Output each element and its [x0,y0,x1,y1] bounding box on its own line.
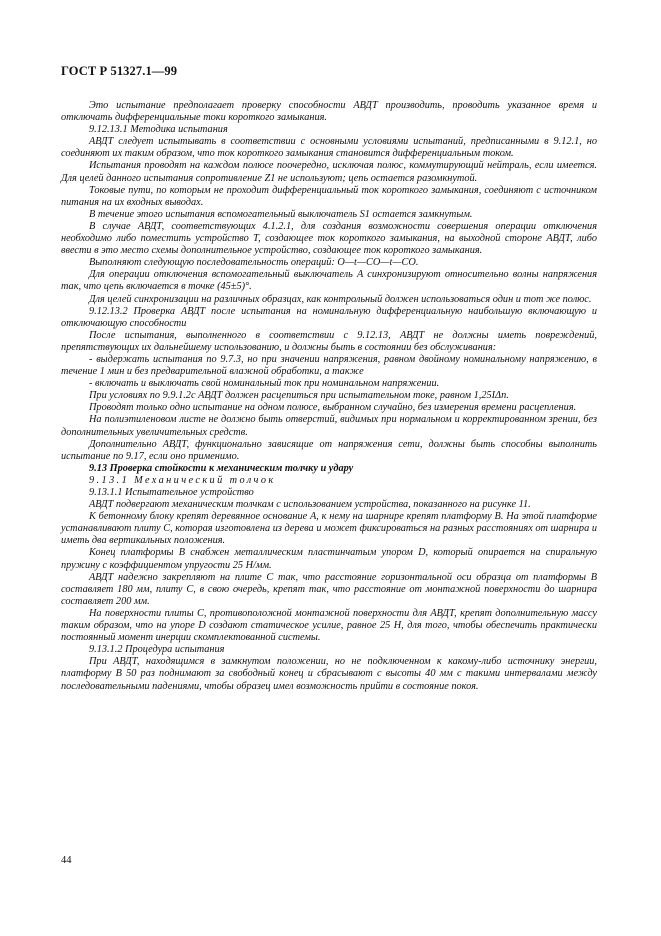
paragraph: Проводят только одно испытание на одном полюсе, выбранном случайно, без измерения времени расцепления. [89,402,577,414]
paragraph: АВДТ надежно закрепляют на плите C так, что расстояние горизонтальной оси образца от платформы B составляет 180 мм, плиту C, в свою очередь, крепят так, что расстояние от монтажной поверхности до шарнира составляет 200 мм. [61,571,597,607]
paragraph: Токовые пути, по которым не проходит дифференциальный ток короткого замыкания, соединяют с источником питания на их входных выводах. [61,184,597,208]
paragraph: При АВДТ, находящимся в замкнутом положении, но не подключенном к какому-либо источнику энергии, платформу B 50 раз поднимают за свободный конец и сбрасывают с высоты 40 мм с такими интервалами между последовательными падениями, чтобы образец имел возможность прийти в состояние покоя. [61,656,597,692]
paragraph: На поверхности плиты C, противоположной монтажной поверхности для АВДТ, крепят дополнительную массу таким образом, что на упоре D создают статическое усилие, равное 25 Н, для того, чтобы обеспечить практически постоянный момент инерции скомплектованной системы. [61,607,597,644]
paragraph: 9.13.1.1 Испытательное устройство [89,487,254,498]
paragraph: 9.12.13.2 Проверка АВДТ после испытания на номинальную дифференциальную наибольшую включающую и отключающую способности [61,305,597,329]
paragraph: Для операции отключения вспомогательный выключатель A синхронизируют относительно волны напряжения так, что цепь включается в точке (45±5)°. [61,269,597,293]
paragraph: В случае АВДТ, соответствующих 4.1.2.1, для создания возможности совершения операции отключения необходимо либо поместить устройство T, создающее ток короткого замыкания, на выходной стороне АВДТ, либо ввести в это место схемы дополнительное устройство, создающее ток короткого замыкания. [61,220,597,257]
paragraph: После испытания, выполненного в соответствии с 9.12.13, АВДТ не должны иметь повреждений, препятствующих их дальнейшему использованию, и должны быть в состоянии без обслуживания: [61,329,597,353]
paragraph: Это испытание предполагает проверку способности АВДТ производить, проводить указанное время и отключать дифференциальные токи короткого замыкания. [61,100,597,124]
paragraph: Выполняют следующую последовательность операций: O—t—CO—t—CO. [89,257,419,269]
page-number: 44 [61,855,72,866]
paragraph: Конец платформы B снабжен металлическим пластинчатым упором D, который опирается на спиральную пружину с коэффициентом упругости 25 Н/мм. [61,547,597,571]
paragraph: - выдержать испытания по 9.7.3, но при значении напряжения, равном двойному номинальному напряжению, в течение 1 мин и без предварительной влажной обработки, а также [61,353,597,378]
document-header: ГОСТ Р 51327.1—99 [61,64,178,78]
paragraph: АВДТ подвергают механическим толчкам с использованием устройства, показанного на рисунке 11. [89,499,531,511]
paragraph: 9.12.13.1 Методика испытания [89,124,228,136]
paragraph: 9.13 Проверка стойкости к механическим толчку и удару [89,462,354,474]
document-body [61,100,597,693]
paragraph: АВДТ следует испытывать в соответствии с основными условиями испытаний, предписанными в 9.12.1, но соединяют их таким образом, что ток короткого замыкания становится дифференциальным током. [61,136,597,160]
paragraph: К бетонному блоку крепят деревянное основание A, к нему на шарнире крепят платформу B. На этой платформе устанавливают плиту C, которая изготовлена из дерева и может фиксироваться на разных расстояниях от шарнира и иметь два вертикальных положения. [61,511,597,547]
paragraph: Для целей синхронизации на различных образцах, как контрольный должен использоваться один и тот же полюс. [89,293,592,305]
paragraph: В течение этого испытания вспомогательный выключатель S1 остается замкнутым. [89,208,473,220]
paragraph: 9.13.1.2 Процедура испытания [89,644,225,656]
paragraph: На полиэтиленовом листе не должно быть отверстий, видимых при нормальном и корректированном зрении, без дополнительных увеличительных средств. [61,414,597,438]
paragraph: Испытания проводят на каждом полюсе поочередно, исключая полюс, коммутирующий нейтраль, если имеется. Для целей данного испытания сопротивление Z1 не используют; цепь остается разомкнутой. [61,160,597,184]
paragraph: - включать и выключать свой номинальный ток при номинальном напряжении. [89,378,440,390]
paragraph: 9.13.1 Механический толчок [89,474,276,486]
paragraph: При условиях по 9.9.1.2c АВДТ должен расцепиться при испытательном токе, равном 1,25IΔn. [89,390,509,402]
paragraph: Дополнительно АВДТ, функционально зависящие от напряжения сети, должны быть способны выполнить испытание по 9.17, если оно применимо. [61,438,597,462]
